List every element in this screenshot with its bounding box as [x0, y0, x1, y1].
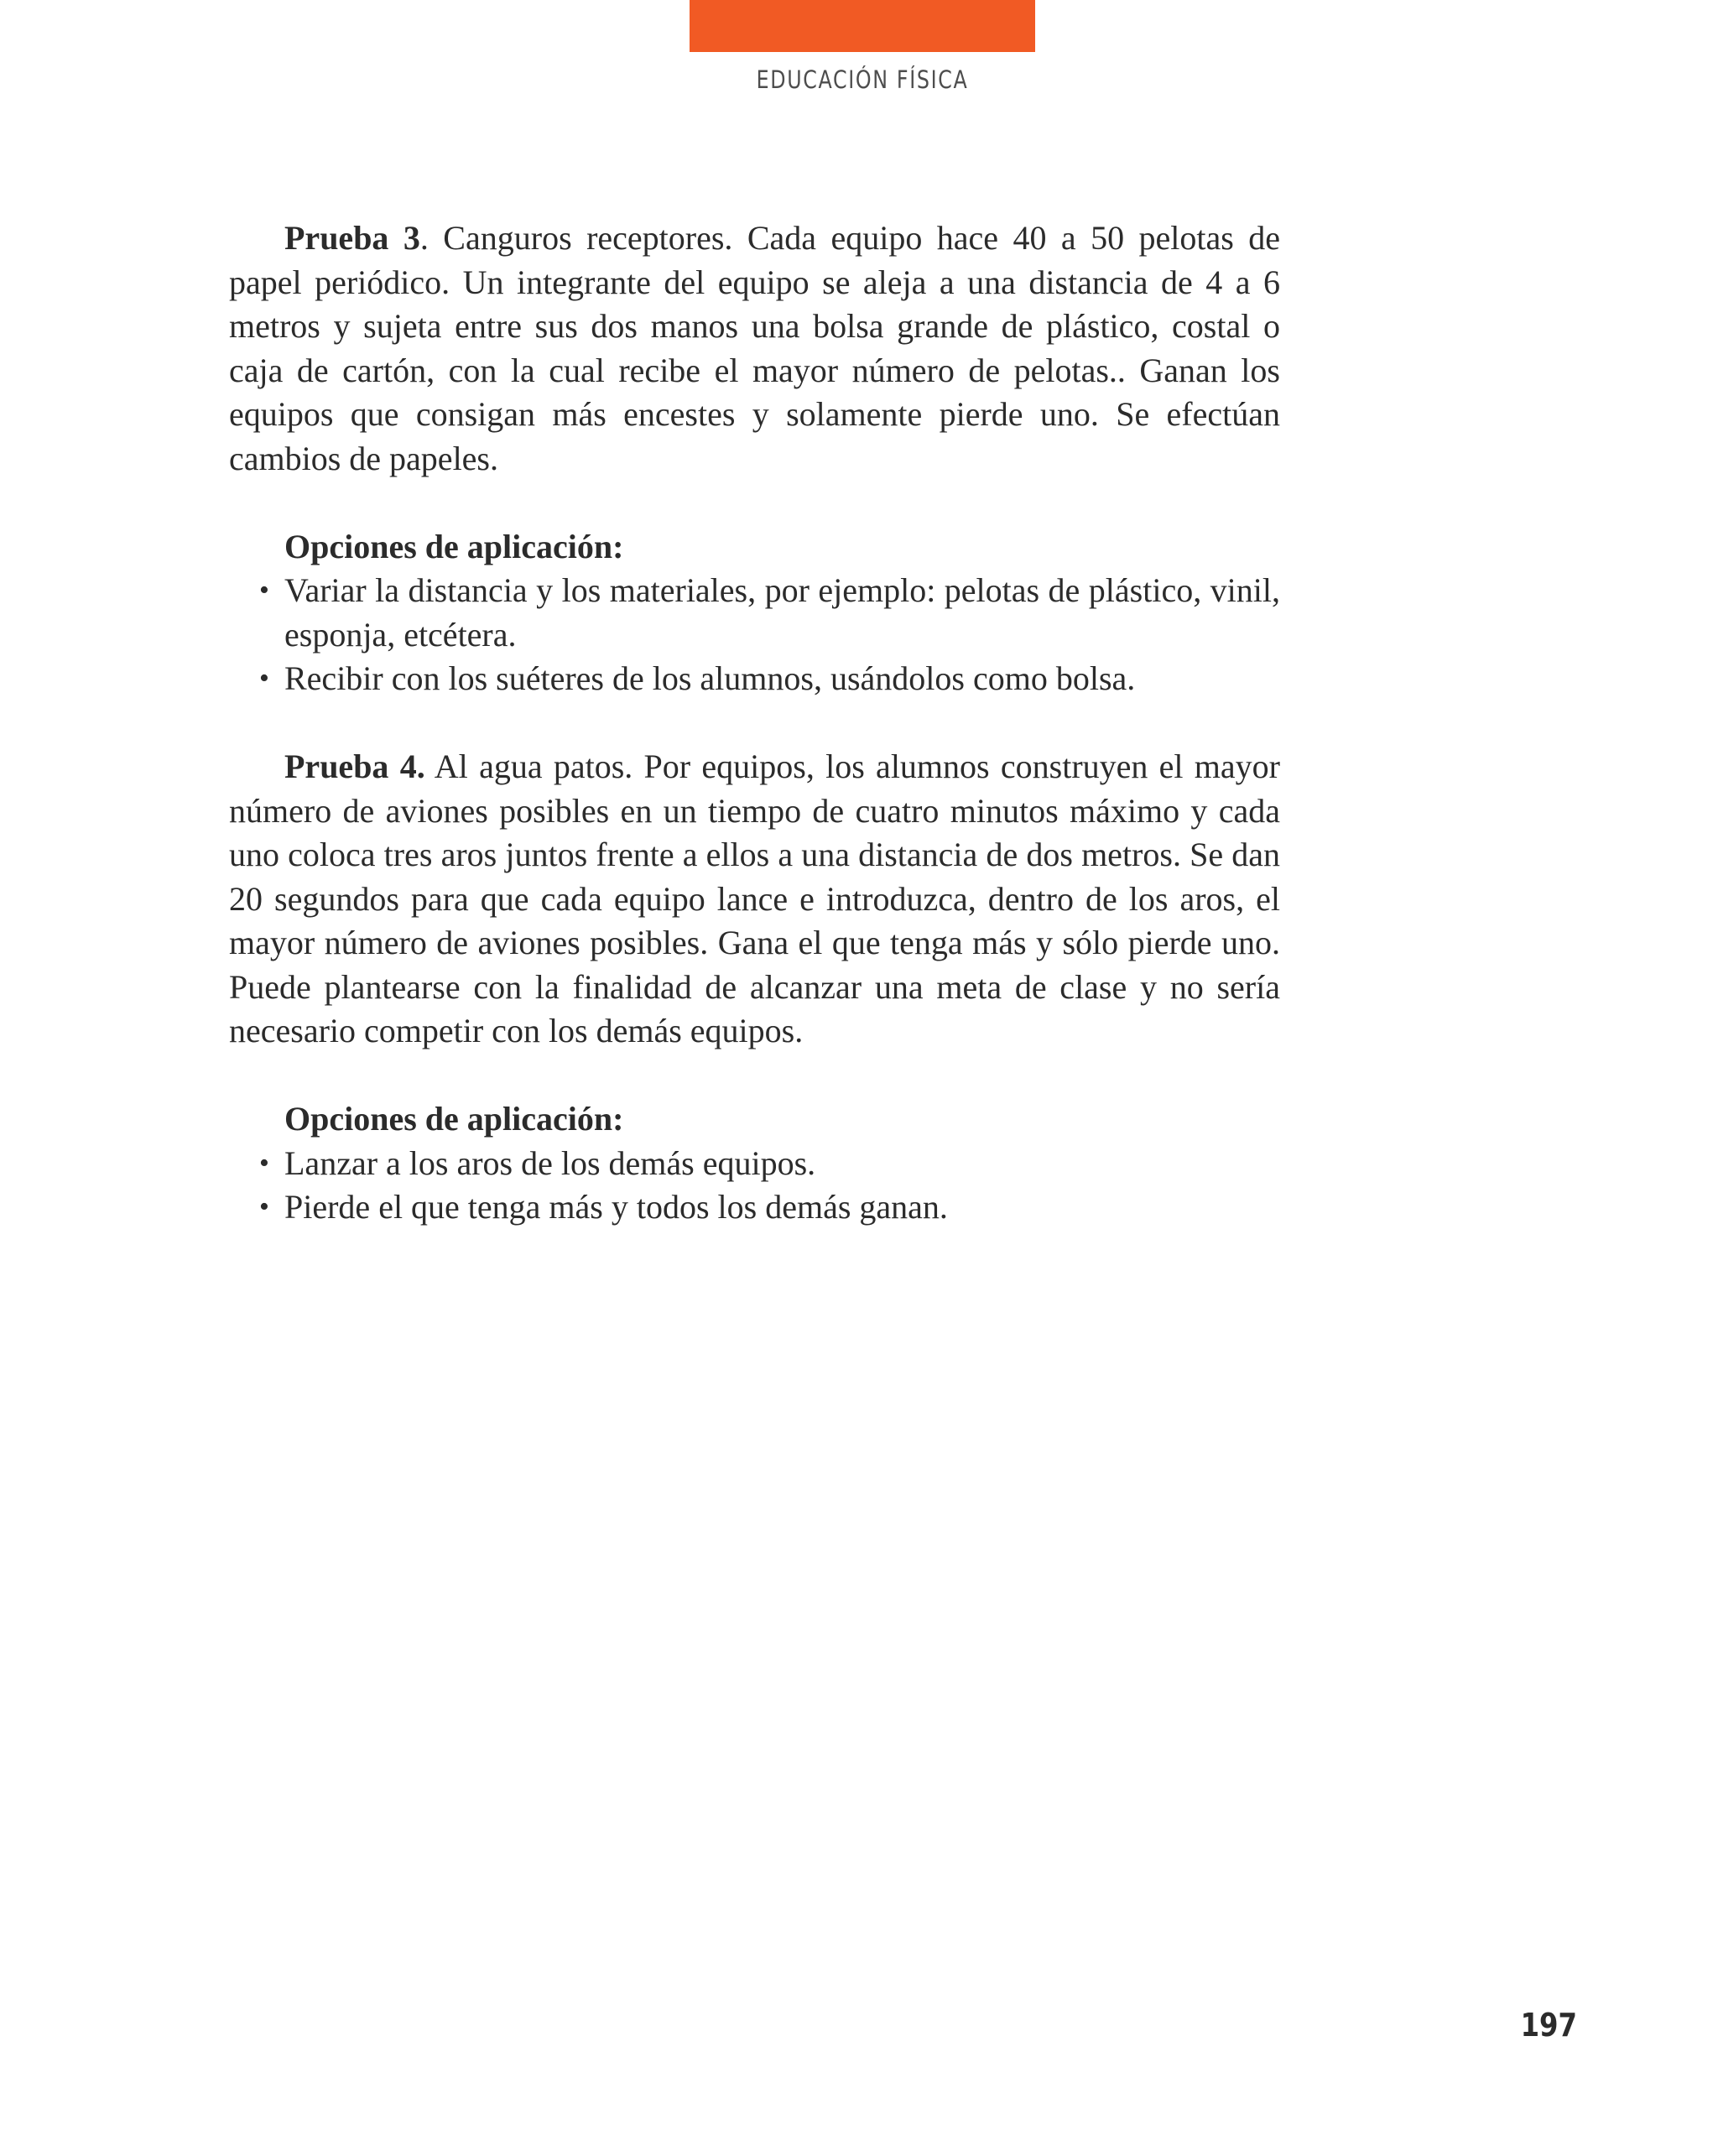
prueba-4-options-list	[229, 1142, 1280, 1230]
prueba-4-options-title: Opciones de aplicación:	[284, 1100, 624, 1138]
header-accent-bar	[690, 0, 1035, 52]
list-item	[229, 1185, 1280, 1230]
option-text: Recibir con los suéteres de los alumnos, usándolos como bolsa.	[284, 659, 1136, 697]
option-text: Variar la distancia y los materiales, por ejemplo: pelotas de plástico, vinil, esponja, etcétera.	[284, 571, 1280, 654]
list-item	[229, 1142, 1280, 1186]
option-text: Lanzar a los aros de los demás equipos.	[284, 1143, 816, 1182]
bullet-icon: •	[259, 663, 269, 694]
prueba-3-options-list	[229, 569, 1280, 701]
prueba-4-paragraph	[229, 745, 1280, 1054]
bullet-icon: •	[259, 575, 269, 606]
prueba-4-label: Prueba 4.	[284, 747, 425, 785]
list-item	[229, 657, 1280, 701]
prueba-3-label: Prueba 3	[284, 219, 420, 257]
prueba-3-paragraph	[229, 216, 1280, 481]
list-item	[229, 569, 1280, 657]
option-text: Pierde el que tenga más y todos los demás ganan.	[284, 1188, 948, 1226]
prueba-3-options-title: Opciones de aplicación:	[284, 527, 624, 565]
page-body	[229, 216, 1280, 1230]
page-number: 197	[1520, 2007, 1577, 2044]
prueba-3-text: . Canguros receptores. Cada equipo hace 40 a 50 pelotas de papel periódico. Un integrante del equipo se aleja a una distancia de 4 a 6 metros y sujeta entre sus dos manos una bolsa grande de plástico, costal o caja de cartón, con la cual recibe el mayor número de pelotas.. Ganan los equipos que consigan más encestes y solamente pierde uno. Se efectúan cambios de papeles.	[229, 219, 1281, 477]
prueba-4-text: Al agua patos. Por equipos, los alumnos construyen el mayor número de aviones posibles en un tiempo de cuatro minutos máximo y cada uno coloca tres aros juntos frente a ellos a una distancia de dos metros. Se dan 20 segundos para que cada equipo lance e introduzca, dentro de los aros, el mayor número de aviones posibles. Gana el que tenga más y sólo pierde uno. Puede plantearse con la finalidad de alcanzar una meta de clase y no sería necesario competir con los demás equipos.	[229, 747, 1280, 1049]
running-head: EDUCACIÓN FÍSICA	[756, 65, 969, 94]
bullet-icon: •	[259, 1147, 269, 1179]
bullet-icon: •	[259, 1191, 269, 1222]
